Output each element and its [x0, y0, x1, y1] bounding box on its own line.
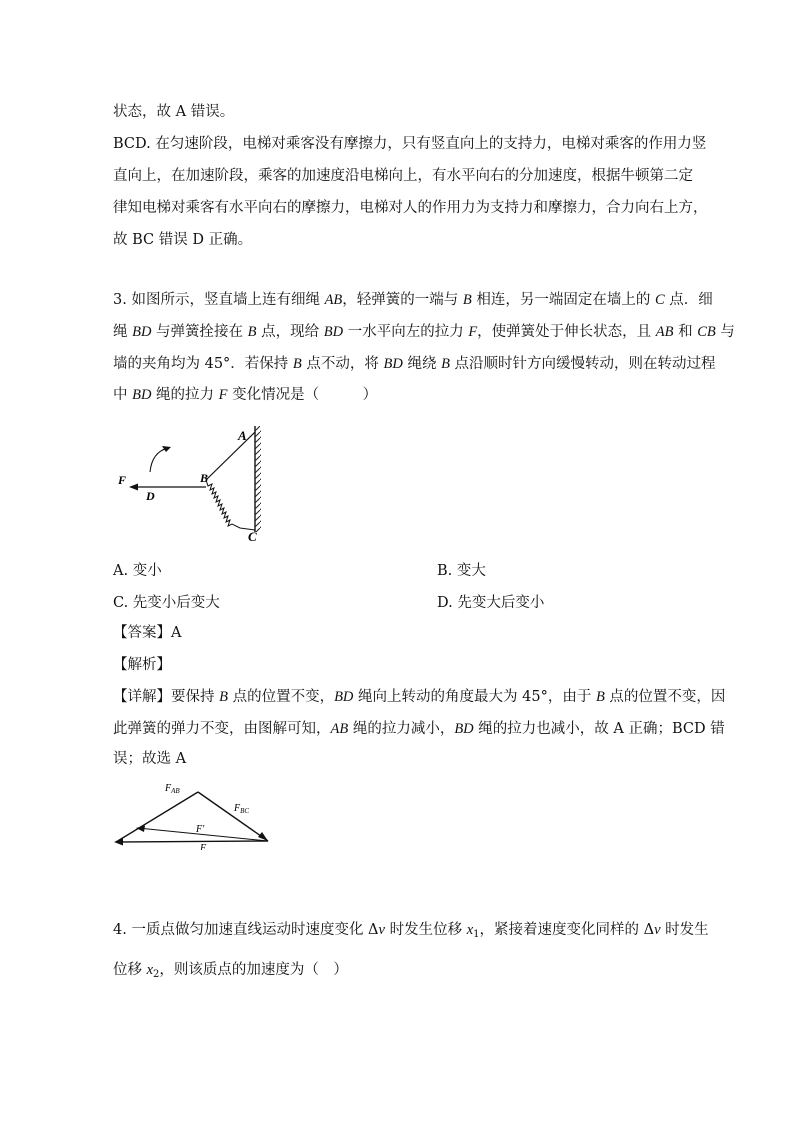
q3-line-4: 中 BD 绳的拉力 F 变化情况是（ ） — [113, 387, 378, 403]
answer: 【答案】A — [113, 625, 182, 641]
label-c: C — [248, 529, 257, 544]
label-f: F — [118, 473, 127, 487]
detail-line-2: 此弹簧的弹力不变，由图解可知，AB 绳的拉力减小，BD 绳的拉力也减小，故 A 正确；BCD 错 — [113, 721, 725, 737]
analysis-heading: 【解析】 — [113, 657, 171, 673]
label-d: D — [146, 489, 155, 503]
prev-line-2: BCD. 在匀速阶段，电梯对乘客没有摩擦力，只有竖直向上的支持力，电梯对乘客的作用力竖 — [113, 136, 707, 152]
option-c: C. 先变小后变大 — [113, 595, 220, 611]
vector-f-ab — [116, 792, 198, 842]
option-a: A. 变小 — [113, 563, 162, 579]
label-f-bc: $F_{BC}$ — [234, 803, 250, 815]
label-f-ab: $F_{AB}$ — [165, 783, 180, 795]
rotation-arrowhead — [162, 446, 171, 452]
q3-line-3: 墙的夹角均为 45°．若保持 B 点不动，将 BD 绳绕 B 点沿顺时针方向缓慢转动，则在转动过程 — [113, 356, 716, 372]
vector-f — [116, 841, 268, 842]
arrowhead-f — [114, 839, 123, 846]
q3-figure — [110, 420, 275, 548]
q3-line-1: 3. 如图所示，竖直墙上连有细绳 AB，轻弹簧的一端与 B 相连，另一端固定在墙上的 C 点．细 — [113, 292, 713, 308]
detail-line-3: 误；故选 A — [113, 751, 187, 767]
wall — [255, 426, 261, 532]
q4-line-1: 4. 一质点做匀加速直线运动时速度变化 Δv 时发生位移 $x_1$，紧接着速度变化同样的 Δv 时发生 — [113, 922, 709, 940]
label-f-prime: F' — [196, 824, 205, 835]
spring-cb — [206, 480, 255, 530]
prev-line-4: 律知电梯对乘客有水平向右的摩擦力，电梯对人的作用力为支持力和摩擦力，合力向右上方， — [113, 200, 708, 216]
prev-line-5: 故 BC 错误 D 正确。 — [113, 232, 253, 248]
force-arrowhead — [129, 484, 138, 491]
prev-line-3: 直向上，在加速阶段，乘客的加速度沿电梯向上，有水平向右的分加速度，根据牛顿第二定 — [113, 168, 693, 184]
label-f-bottom: F — [200, 843, 207, 850]
label-b: B — [200, 471, 209, 485]
vector-f-bc — [198, 792, 268, 841]
rope-ab — [206, 432, 255, 480]
rotation-arrow-icon — [150, 448, 168, 472]
prev-line-1: 状态，故 A 错误。 — [113, 104, 235, 120]
label-a: A — [238, 428, 247, 443]
option-b: B. 变大 — [437, 563, 486, 579]
force-triangle-figure — [110, 778, 275, 850]
detail-line-1: 【详解】要保持 B 点的位置不变，BD 绳向上转动的角度最大为 45°，由于 B 点的位置不变，因 — [113, 689, 726, 705]
q4-line-2: 位移 $x_2$，则该质点的加速度为（ ） — [113, 962, 348, 980]
option-d: D. 先变大后变小 — [437, 595, 545, 611]
q3-line-2: 绳 BD 与弹簧拴接在 B 点，现给 BD 一水平向左的拉力 F，使弹簧处于伸长状态，且 AB 和 CB 与 — [113, 324, 735, 340]
